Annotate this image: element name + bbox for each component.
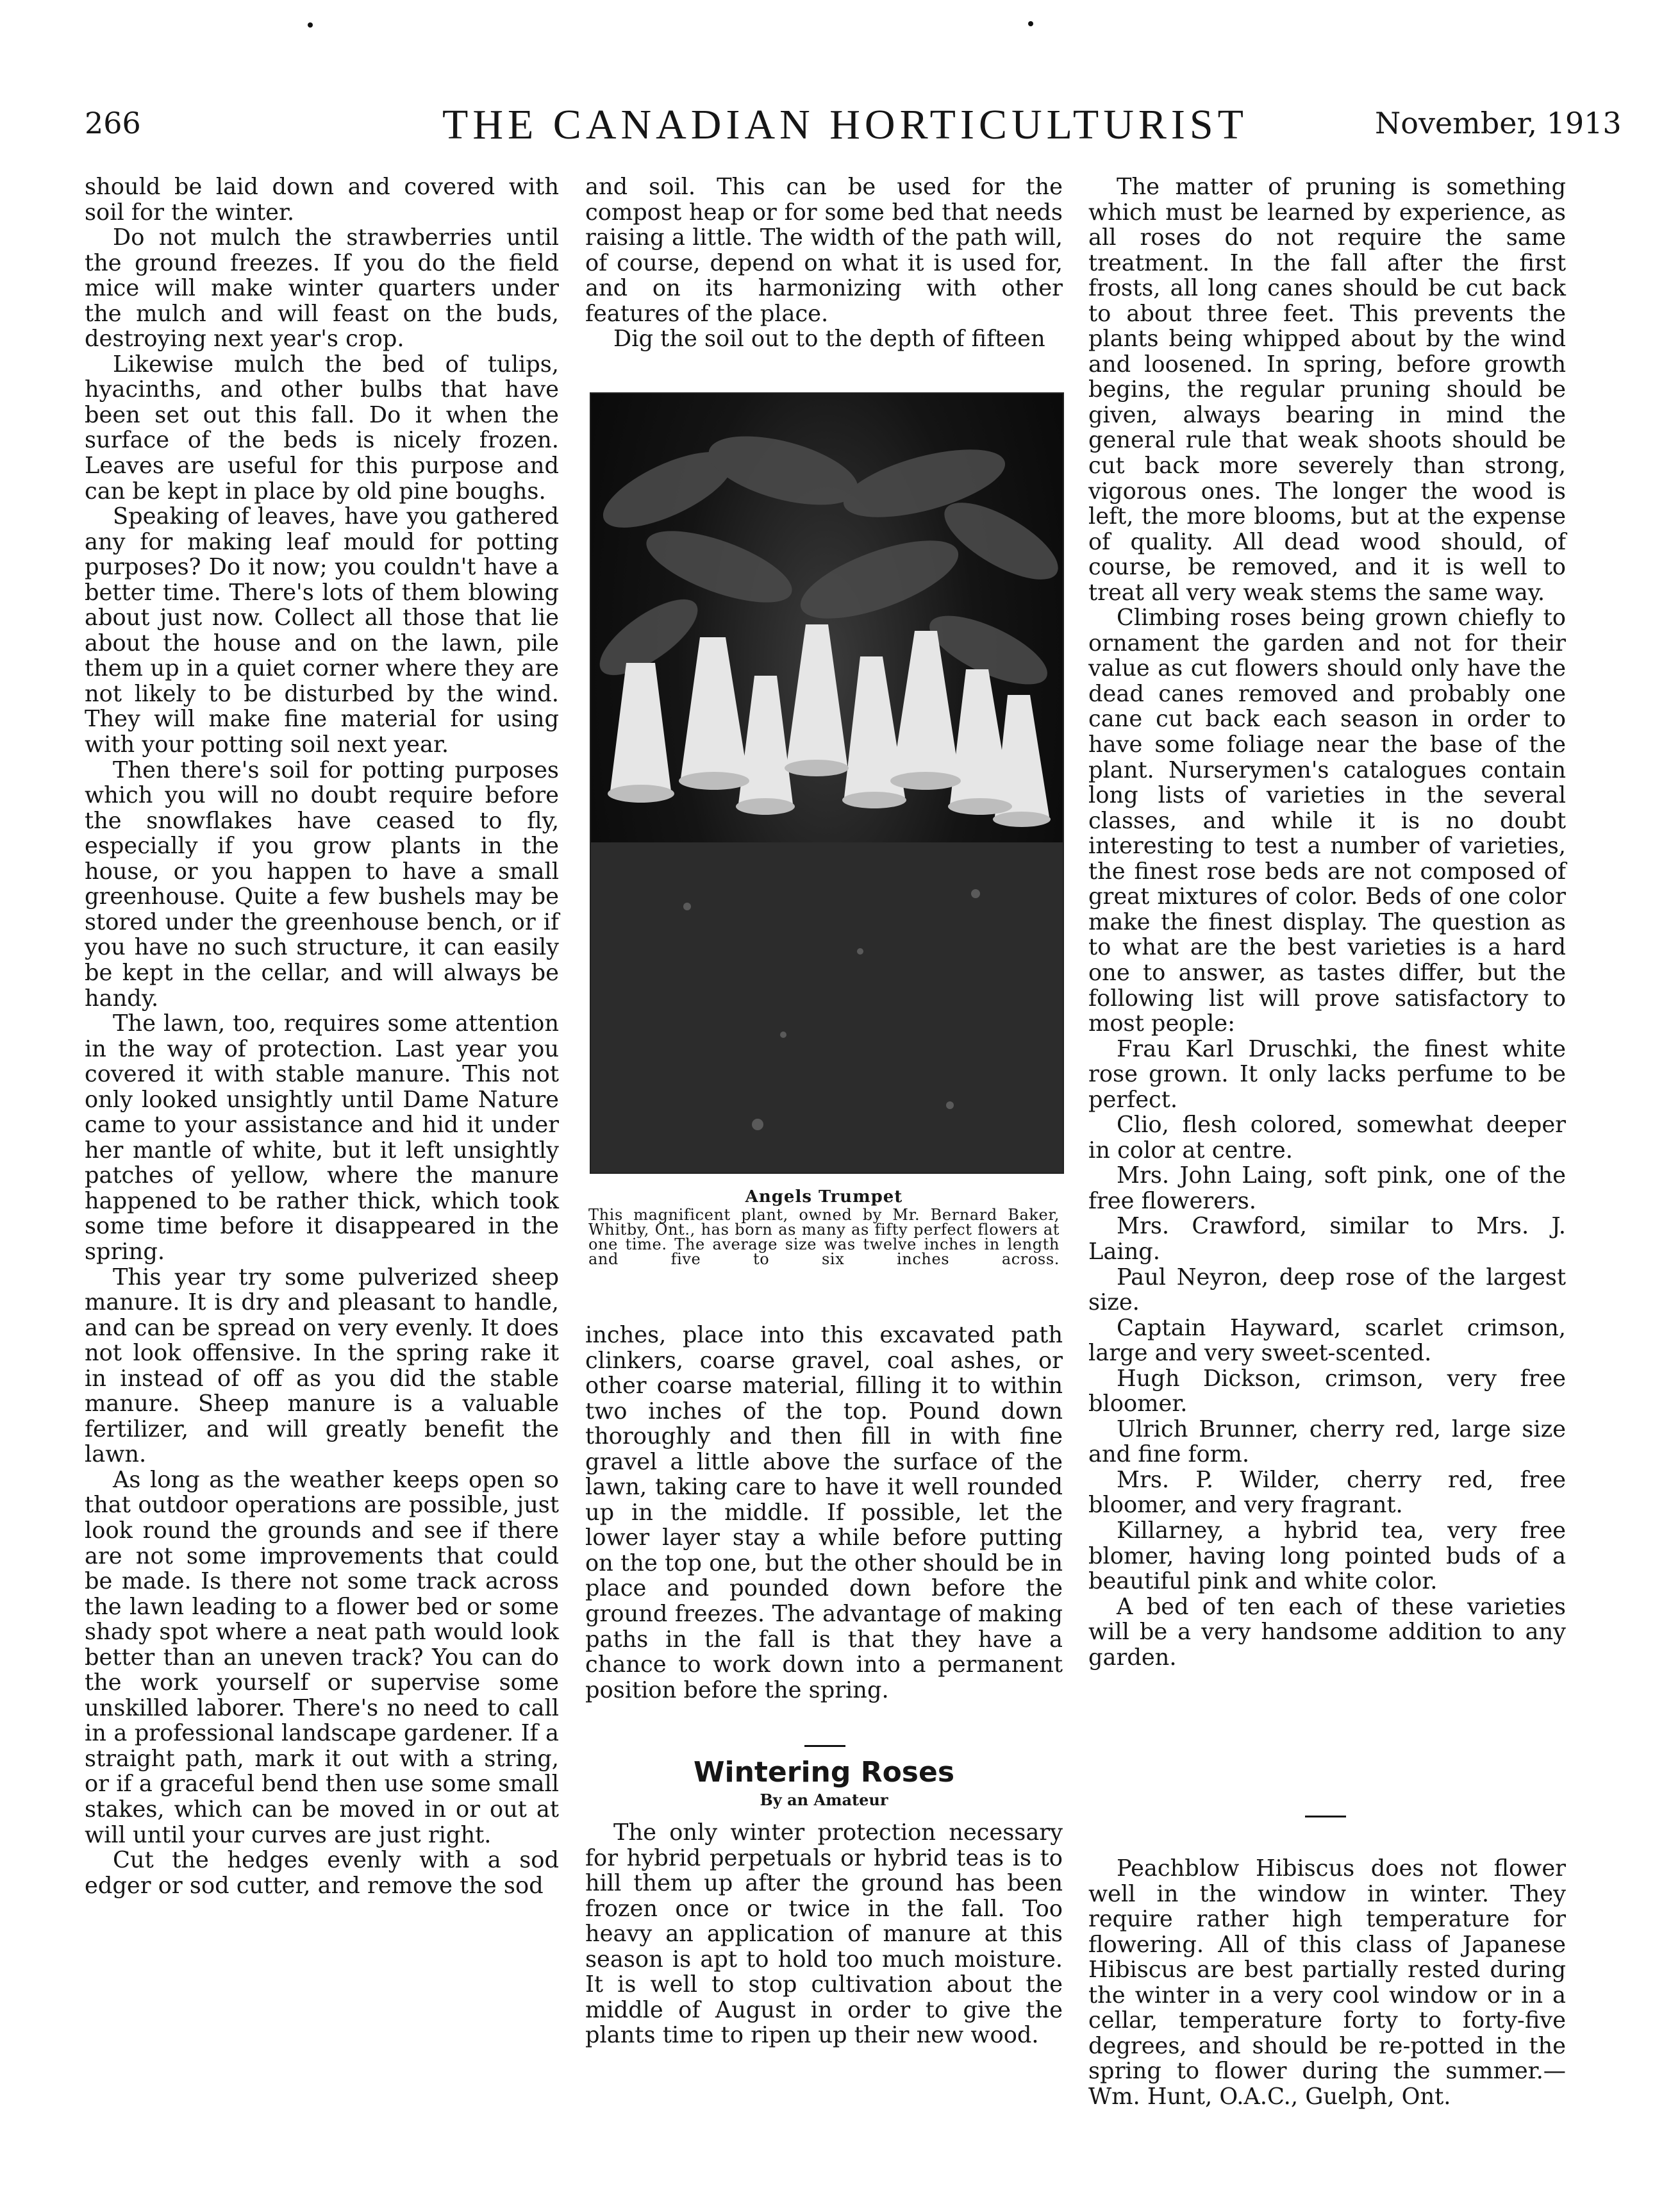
rose-variety-item: Paul Neyron, deep rose of the largest size.: [1088, 1264, 1566, 1316]
paragraph: should be laid down and covered with soil for the winter.: [85, 174, 559, 226]
angels-trumpet-photo: [590, 392, 1064, 1174]
paragraph: This year try some pulverized sheep manure. It is dry and pleasant to handle, and can be spread on very evenly. It does not look offensive. In the spring rake it in instead of off as you did the stable manure. Sheep manure is a valuable fertilizer, and will greatly benefit the lawn.: [85, 1264, 559, 1468]
print-speck: [308, 22, 313, 28]
rose-variety-item: Clio, flesh colored, somewhat deeper in color at centre.: [1088, 1112, 1566, 1164]
paragraph: inches, place into this excavated path clinkers, coarse gravel, coal ashes, or other coarse material, filling it to within two inches of the top. Pound down thoroughly and then fill in with fine gravel a little above the surface of the lawn, taking care to have it well rounded up in the middle. If possible, let the lower layer stay a while before putting on the top one, but the other should be in place and pounded down before the ground freezes. The advantage of making paths in the fall is that they have a chance to work down into a permanent position before the spring.: [585, 1322, 1063, 1703]
paragraph: Likewise mulch the bed of tulips, hyacinths, and other bulbs that have been set out this fall. Do it when the surface of the beds is nicely frozen. Leaves are useful for this purpose and can be kept in place by old pine boughs.: [85, 351, 559, 505]
article-heading: Wintering Roses: [693, 1756, 955, 1789]
rose-variety-item: Killarney, a hybrid tea, very free blomer, having long pointed buds of a beautiful pink and white color.: [1088, 1517, 1566, 1595]
paragraph: The only winter protection necessary for hybrid perpetuals or hybrid teas is to hill them up after the ground has been frozen once or twice in the fall. Too heavy an application of manure at this season is apt to hold too much moisture. It is well to stop cultivation about the middle of August in order to give the plants time to ripen up their new wood.: [585, 1819, 1063, 2049]
article-byline: By an Amateur: [760, 1791, 888, 1809]
issue-date: November, 1913: [1375, 106, 1622, 140]
column-2-article: [585, 1820, 1063, 2048]
paragraph: Climbing roses being grown chiefly to ornament the garden and not for their value as cut flowers should only have the dead canes removed and probably one cane cut back each season in order to have some foliage near the base of the plant. Nurserymen's catalogues contain long lists of varieties in the several classes, and while it is no doubt interesting to test a number of varieties, the finest rose beds are not composed of great mixtures of color. Beds of one color make the finest display. The question as to what are the best varieties is a hard one to answer, as tastes differ, but the following list will prove satisfactory to most people:: [1088, 605, 1566, 1037]
paragraph: The matter of pruning is something which must be learned by experience, as all roses do not require the same treatment. In the fall after the first frosts, all long canes should be cut back to about three feet. This prevents the plants being whipped about by the wind and loosened. In spring, before growth begins, the regular pruning should be given, always bearing in mind the general rule that weak shoots should be cut back more severely than strong, vigorous ones. The longer the wood is left, the more blooms, but at the expense of quality. All dead wood should, of course, be removed, and it is well to treat all very weak stems the same way.: [1088, 174, 1566, 606]
publication-title: THE CANADIAN HORTICULTURIST: [442, 101, 1248, 148]
rose-variety-item: Mrs. Crawford, similar to Mrs. J. Laing.: [1088, 1213, 1566, 1265]
rose-variety-item: Captain Hayward, scarlet crimson, large and very sweet-scented.: [1088, 1314, 1566, 1367]
paragraph: Dig the soil out to the depth of fifteen: [613, 326, 1045, 353]
rose-variety-item: Ulrich Brunner, cherry red, large size and fine form.: [1088, 1416, 1566, 1468]
paragraph: Peachblow Hibiscus does not flower well in the window in winter. They require rather high temperature for flowering. All of this class of Japanese Hibiscus are best partially rested during the winter in a very cool window or in a cellar, temperature forty to forty-five degrees, and should be re-potted in the spring to flower during the summer.— Wm. Hunt, O.A.C., Guelph, Ont.: [1088, 1855, 1566, 2110]
paragraph: The lawn, too, requires some attention in the way of protection. Last year you covered it with stable manure. This not only looked unsightly until Dame Nature came to your assistance and hid it under her mantle of white, but it left unsightly patches of yellow, where the manure happened to be rather thick, which took some time before it disappeared in the spring.: [85, 1010, 559, 1265]
rose-variety-item: Frau Karl Druschki, the finest white rose grown. It only lacks perfume to be perfect.: [1088, 1035, 1566, 1113]
paragraph: Speaking of leaves, have you gathered any for making leaf mould for potting purposes? Do it now; you couldn't have a better time. There's lots of them blowing about just now. Collect all those that lie about the house and on the lawn, pile them up in a quiet corner where they are not likely to be disturbed by the wind. They will make fine material for using with your potting soil next year.: [85, 503, 559, 758]
section-divider: [804, 1745, 845, 1747]
paragraph: As long as the weather keeps open so that outdoor operations are possible, just look round the grounds and see if there are not some improvements that could be made. Is there not some track across the lawn leading to a flower bed or some shady spot where a neat path would look better than an uneven track? You can do the work yourself or supervise some unskilled laborer. There's no need to call in a professional landscape gardener. If a straight path, mark it out with a string, or if a graceful bend then use some small stakes, which can be moved in or out at will until your curves are just right.: [85, 1466, 559, 1848]
paragraph: Do not mulch the strawberries until the ground freezes. If you do the field mice will make winter quarters under the mulch and will feast on the buds, destroying next year's crop.: [85, 224, 559, 353]
column-2-continued: [585, 1323, 1063, 1703]
photo-caption-title: Angels Trumpet: [745, 1187, 903, 1207]
section-divider: [1305, 1816, 1346, 1817]
photo-caption-text: This magnificent plant, owned by Mr. Bernard Baker, Whitby, Ont., has born as many as fifty perfect flowers at one time. The average size was twelve inches in length and five to six inches across.: [588, 1206, 1060, 1268]
paragraph: and soil. This can be used for the compost heap or for some bed that needs raising a little. The width of the path will, of course, depend on what it is used for, and on its harmonizing with other features of the place.: [585, 174, 1063, 327]
page-header: [0, 101, 1680, 163]
column-3-note: [1088, 1856, 1566, 2109]
rose-variety-item: Mrs. P. Wilder, cherry red, free bloomer, and very fragrant.: [1088, 1466, 1566, 1519]
rose-variety-item: Hugh Dickson, crimson, very free bloomer.: [1088, 1365, 1566, 1417]
trumpet-flowers-illustration: [591, 394, 1063, 1173]
rose-variety-item: Mrs. John Laing, soft pink, one of the free flowerers.: [1088, 1162, 1566, 1214]
column-3: [1088, 174, 1566, 1670]
paragraph: Cut the hedges evenly with a sod edger or sod cutter, and remove the sod: [85, 1847, 559, 1899]
column-1: [85, 174, 559, 1898]
paragraph: A bed of ten each of these varieties will be a very handsome addition to any garden.: [1088, 1593, 1566, 1671]
column-2-top: [585, 174, 1063, 352]
page-number: 266: [85, 106, 141, 140]
paragraph: Then there's soil for potting purposes which you will no doubt require before the snowflakes have ceased to fly, especially if you grow plants in the house, or you happen to have a small greenhouse. Quite a few bushels may be stored under the greenhouse bench, or if you have no such structure, it can easily be kept in the cellar, and will always be handy.: [85, 756, 559, 1012]
print-speck: [1028, 21, 1033, 26]
